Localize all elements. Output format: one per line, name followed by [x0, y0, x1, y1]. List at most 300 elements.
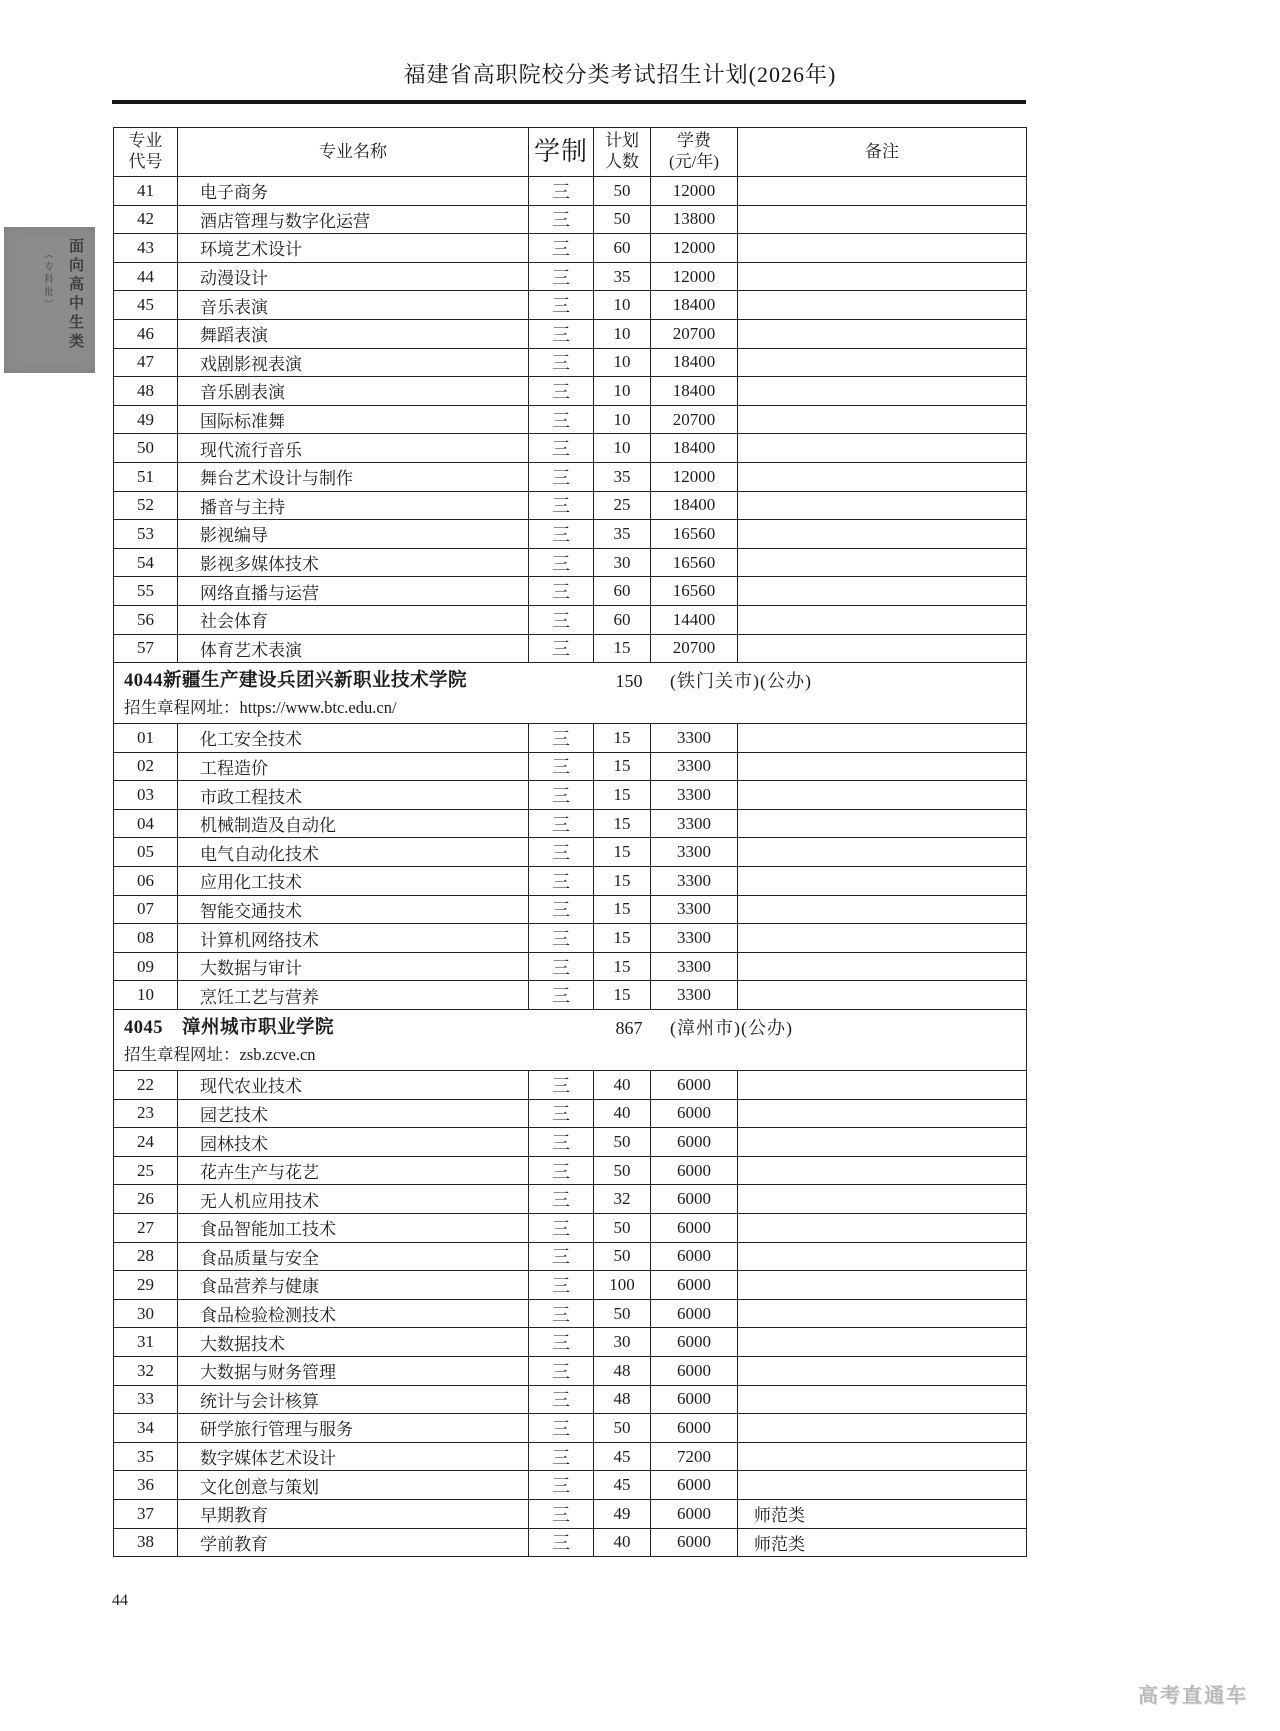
- tuition-cell: 18400: [651, 348, 738, 377]
- study-years-cell: 三: [529, 1414, 594, 1443]
- study-years-cell: 三: [529, 1214, 594, 1243]
- major-name-cell: 电子商务: [178, 177, 529, 206]
- study-years-cell: 三: [529, 462, 594, 491]
- major-code-cell: 46: [114, 319, 178, 348]
- table-row: [114, 1271, 1027, 1300]
- plan-count-cell: 15: [594, 867, 651, 896]
- major-name-cell: 智能交通技术: [178, 895, 529, 924]
- study-years-cell: 三: [529, 348, 594, 377]
- study-years-cell: 三: [529, 520, 594, 549]
- table-row: [114, 1099, 1027, 1128]
- major-code-cell: 08: [114, 924, 178, 953]
- major-name-cell: 市政工程技术: [178, 781, 529, 810]
- table-row: [114, 462, 1027, 491]
- remark-cell: [738, 377, 1027, 406]
- major-code-cell: 52: [114, 491, 178, 520]
- remark-cell: [738, 752, 1027, 781]
- major-name-cell: 国际标准舞: [178, 405, 529, 434]
- major-code-cell: 25: [114, 1156, 178, 1185]
- major-code-cell: 53: [114, 520, 178, 549]
- major-code-cell: 10: [114, 981, 178, 1010]
- tuition-cell: 18400: [651, 377, 738, 406]
- tuition-cell: 6000: [651, 1356, 738, 1385]
- major-code-cell: 45: [114, 291, 178, 320]
- study-years-cell: 三: [529, 1071, 594, 1100]
- study-years-cell: 三: [529, 838, 594, 867]
- side-tab-sublabel: （专科批）: [42, 249, 52, 312]
- tuition-cell: 20700: [651, 634, 738, 663]
- tuition-cell: 3300: [651, 924, 738, 953]
- tuition-cell: 6000: [651, 1099, 738, 1128]
- study-years-cell: 三: [529, 952, 594, 981]
- remark-cell: [738, 1299, 1027, 1328]
- plan-count-cell: 10: [594, 434, 651, 463]
- remark-cell: [738, 1414, 1027, 1443]
- plan-count-cell: 30: [594, 1328, 651, 1357]
- tuition-cell: 3300: [651, 867, 738, 896]
- tuition-cell: 12000: [651, 262, 738, 291]
- major-name-cell: 音乐表演: [178, 291, 529, 320]
- table-body: [114, 177, 1027, 1557]
- table-row: [114, 234, 1027, 263]
- table-row: [114, 434, 1027, 463]
- plan-count-cell: 10: [594, 405, 651, 434]
- table-row: [114, 809, 1027, 838]
- tuition-cell: 3300: [651, 809, 738, 838]
- study-years-cell: 三: [529, 1385, 594, 1414]
- remark-cell: [738, 1156, 1027, 1185]
- major-code-cell: 32: [114, 1356, 178, 1385]
- table-header-row: [114, 128, 1027, 177]
- tuition-cell: 12000: [651, 234, 738, 263]
- plan-count-cell: 40: [594, 1071, 651, 1100]
- major-name-cell: 大数据技术: [178, 1328, 529, 1357]
- major-code-cell: 01: [114, 724, 178, 753]
- major-name-cell: 现代农业技术: [178, 1071, 529, 1100]
- study-years-cell: 三: [529, 577, 594, 606]
- major-name-cell: 研学旅行管理与服务: [178, 1414, 529, 1443]
- plan-count-cell: 15: [594, 981, 651, 1010]
- remark-cell: [738, 781, 1027, 810]
- plan-count-cell: 50: [594, 1242, 651, 1271]
- remark-cell: [738, 205, 1027, 234]
- study-years-cell: 三: [529, 1271, 594, 1300]
- major-code-cell: 22: [114, 1071, 178, 1100]
- table-row: [114, 1242, 1027, 1271]
- table-row: [114, 1299, 1027, 1328]
- school-name: 4045 漳州城市职业学院: [124, 1018, 335, 1039]
- major-name-cell: 学前教育: [178, 1528, 529, 1557]
- plan-count-cell: 60: [594, 577, 651, 606]
- plan-count-cell: 15: [594, 895, 651, 924]
- tuition-cell: 12000: [651, 462, 738, 491]
- tuition-cell: 12000: [651, 177, 738, 206]
- remark-cell: [738, 809, 1027, 838]
- major-name-cell: 现代流行音乐: [178, 434, 529, 463]
- tuition-cell: 18400: [651, 291, 738, 320]
- tuition-cell: 7200: [651, 1442, 738, 1471]
- remark-cell: [738, 924, 1027, 953]
- major-name-cell: 工程造价: [178, 752, 529, 781]
- major-name-cell: 园林技术: [178, 1128, 529, 1157]
- study-years-cell: 三: [529, 262, 594, 291]
- table-row: [114, 377, 1027, 406]
- study-years-cell: 三: [529, 177, 594, 206]
- remark-cell: [738, 1471, 1027, 1500]
- remark-cell: [738, 1099, 1027, 1128]
- table-row: [114, 1156, 1027, 1185]
- major-code-cell: 06: [114, 867, 178, 896]
- plan-count-cell: 50: [594, 1128, 651, 1157]
- major-code-cell: 38: [114, 1528, 178, 1557]
- tuition-cell: 3300: [651, 838, 738, 867]
- school-url[interactable]: https://www.btc.edu.cn/: [239, 698, 397, 718]
- major-name-cell: 播音与主持: [178, 491, 529, 520]
- plan-count-cell: 10: [594, 377, 651, 406]
- major-name-cell: 食品智能加工技术: [178, 1214, 529, 1243]
- table-row: [114, 262, 1027, 291]
- plan-count-cell: 50: [594, 1299, 651, 1328]
- tuition-cell: 6000: [651, 1214, 738, 1243]
- tuition-cell: 3300: [651, 752, 738, 781]
- tuition-cell: 6000: [651, 1128, 738, 1157]
- table-row: [114, 1385, 1027, 1414]
- plan-count-cell: 50: [594, 1414, 651, 1443]
- major-code-cell: 28: [114, 1242, 178, 1271]
- remark-cell: [738, 491, 1027, 520]
- plan-count-cell: 30: [594, 548, 651, 577]
- table-row: [114, 1528, 1027, 1557]
- major-name-cell: 机械制造及自动化: [178, 809, 529, 838]
- major-name-cell: 社会体育: [178, 605, 529, 634]
- plan-count-cell: 60: [594, 234, 651, 263]
- plan-count-cell: 35: [594, 262, 651, 291]
- plan-count-cell: 100: [594, 1271, 651, 1300]
- plan-count-cell: 15: [594, 781, 651, 810]
- remark-cell: [738, 952, 1027, 981]
- major-name-cell: 环境艺术设计: [178, 234, 529, 263]
- plan-count-cell: 50: [594, 1214, 651, 1243]
- major-code-cell: 27: [114, 1214, 178, 1243]
- major-name-cell: 化工安全技术: [178, 724, 529, 753]
- tuition-cell: 16560: [651, 577, 738, 606]
- major-name-cell: 早期教育: [178, 1499, 529, 1528]
- tuition-cell: 6000: [651, 1528, 738, 1557]
- page-title: 福建省高职院校分类考试招生计划(2026年): [403, 62, 837, 87]
- study-years-cell: 三: [529, 781, 594, 810]
- study-years-cell: 三: [529, 377, 594, 406]
- table-row: [114, 724, 1027, 753]
- major-name-cell: 体育艺术表演: [178, 634, 529, 663]
- plan-count-cell: 15: [594, 838, 651, 867]
- remark-cell: [738, 1242, 1027, 1271]
- major-name-cell: 影视多媒体技术: [178, 548, 529, 577]
- table-row: [114, 924, 1027, 953]
- plan-count-cell: 50: [594, 1156, 651, 1185]
- tuition-cell: 3300: [651, 781, 738, 810]
- school-url-label: 招生章程网址：: [124, 1045, 240, 1065]
- school-location: (漳州市)(公办): [670, 1018, 793, 1039]
- title-rule: [112, 100, 1026, 104]
- tuition-cell: 6000: [651, 1185, 738, 1214]
- plan-count-cell: 35: [594, 462, 651, 491]
- table-row: [114, 1442, 1027, 1471]
- study-years-cell: 三: [529, 234, 594, 263]
- school-section-header: [114, 1010, 1027, 1071]
- study-years-cell: 三: [529, 319, 594, 348]
- study-years-cell: 三: [529, 752, 594, 781]
- page-number: 44: [112, 1592, 128, 1609]
- major-name-cell: 食品检验检测技术: [178, 1299, 529, 1328]
- major-code-cell: 48: [114, 377, 178, 406]
- study-years-cell: 三: [529, 1099, 594, 1128]
- major-name-cell: 统计与会计核算: [178, 1385, 529, 1414]
- header-study-years: 学制: [529, 128, 594, 177]
- major-name-cell: 数字媒体艺术设计: [178, 1442, 529, 1471]
- side-tab: [4, 227, 95, 373]
- major-code-cell: 50: [114, 434, 178, 463]
- table-row: [114, 1356, 1027, 1385]
- tuition-cell: 16560: [651, 548, 738, 577]
- tuition-cell: 6000: [651, 1271, 738, 1300]
- study-years-cell: 三: [529, 895, 594, 924]
- remark-cell: [738, 838, 1027, 867]
- remark-cell: [738, 724, 1027, 753]
- major-code-cell: 51: [114, 462, 178, 491]
- remark-cell: [738, 1328, 1027, 1357]
- remark-cell: [738, 262, 1027, 291]
- header-tuition: 学费 (元/年): [651, 128, 738, 177]
- plan-count-cell: 40: [594, 1528, 651, 1557]
- remark-cell: [738, 1185, 1027, 1214]
- plan-count-cell: 25: [594, 491, 651, 520]
- tuition-cell: 18400: [651, 491, 738, 520]
- major-name-cell: 花卉生产与花艺: [178, 1156, 529, 1185]
- study-years-cell: 三: [529, 1156, 594, 1185]
- major-name-cell: 动漫设计: [178, 262, 529, 291]
- major-name-cell: 文化创意与策划: [178, 1471, 529, 1500]
- major-code-cell: 41: [114, 177, 178, 206]
- remark-cell: [738, 1214, 1027, 1243]
- major-name-cell: 大数据与审计: [178, 952, 529, 981]
- major-code-cell: 49: [114, 405, 178, 434]
- table-row: [114, 1185, 1027, 1214]
- header-plan-count: 计划 人数: [594, 128, 651, 177]
- header-major-name: 专业名称: [178, 128, 529, 177]
- table-row: [114, 548, 1027, 577]
- table-row: [114, 577, 1027, 606]
- table-row: [114, 520, 1027, 549]
- tuition-cell: 3300: [651, 952, 738, 981]
- study-years-cell: 三: [529, 981, 594, 1010]
- plan-count-cell: 48: [594, 1385, 651, 1414]
- table-row: [114, 1499, 1027, 1528]
- tuition-cell: 6000: [651, 1328, 738, 1357]
- table-row: [114, 1071, 1027, 1100]
- major-code-cell: 42: [114, 205, 178, 234]
- table-row: [114, 177, 1027, 206]
- watermark: 高考直通车: [1138, 1685, 1248, 1707]
- major-code-cell: 26: [114, 1185, 178, 1214]
- school-section-header: [114, 663, 1027, 724]
- tuition-cell: 6000: [651, 1385, 738, 1414]
- major-code-cell: 23: [114, 1099, 178, 1128]
- major-name-cell: 大数据与财务管理: [178, 1356, 529, 1385]
- plan-count-cell: 15: [594, 924, 651, 953]
- remark-cell: [738, 177, 1027, 206]
- tuition-cell: 3300: [651, 895, 738, 924]
- table-row: [114, 1471, 1027, 1500]
- remark-cell: [738, 867, 1027, 896]
- major-code-cell: 29: [114, 1271, 178, 1300]
- major-name-cell: 舞台艺术设计与制作: [178, 462, 529, 491]
- major-code-cell: 44: [114, 262, 178, 291]
- school-plan-total: 150: [615, 671, 643, 692]
- major-name-cell: 园艺技术: [178, 1099, 529, 1128]
- major-name-cell: 舞蹈表演: [178, 319, 529, 348]
- plan-count-cell: 35: [594, 520, 651, 549]
- side-tab-label: 面向高中生类: [67, 238, 83, 352]
- school-url[interactable]: zsb.zcve.cn: [239, 1045, 316, 1065]
- major-code-cell: 35: [114, 1442, 178, 1471]
- tuition-cell: 20700: [651, 319, 738, 348]
- major-code-cell: 34: [114, 1414, 178, 1443]
- remark-cell: [738, 234, 1027, 263]
- tuition-cell: 6000: [651, 1242, 738, 1271]
- remark-cell: [738, 1442, 1027, 1471]
- table-row: [114, 781, 1027, 810]
- study-years-cell: 三: [529, 491, 594, 520]
- tuition-cell: 13800: [651, 205, 738, 234]
- major-code-cell: 57: [114, 634, 178, 663]
- study-years-cell: 三: [529, 1442, 594, 1471]
- major-code-cell: 09: [114, 952, 178, 981]
- major-name-cell: 食品营养与健康: [178, 1271, 529, 1300]
- study-years-cell: 三: [529, 809, 594, 838]
- plan-count-cell: 10: [594, 348, 651, 377]
- remark-cell: [738, 348, 1027, 377]
- plan-count-cell: 48: [594, 1356, 651, 1385]
- header-major-code: 专业 代号: [114, 128, 178, 177]
- remark-cell: [738, 981, 1027, 1010]
- study-years-cell: 三: [529, 205, 594, 234]
- header-remark: 备注: [738, 128, 1027, 177]
- major-code-cell: 56: [114, 605, 178, 634]
- study-years-cell: 三: [529, 405, 594, 434]
- plan-count-cell: 60: [594, 605, 651, 634]
- remark-cell: 师范类: [738, 1528, 1027, 1557]
- study-years-cell: 三: [529, 867, 594, 896]
- tuition-cell: 14400: [651, 605, 738, 634]
- major-name-cell: 戏剧影视表演: [178, 348, 529, 377]
- tuition-cell: 3300: [651, 724, 738, 753]
- table-row: [114, 952, 1027, 981]
- study-years-cell: 三: [529, 548, 594, 577]
- major-code-cell: 37: [114, 1499, 178, 1528]
- table-row: [114, 1128, 1027, 1157]
- major-code-cell: 36: [114, 1471, 178, 1500]
- study-years-cell: 三: [529, 1328, 594, 1357]
- remark-cell: [738, 1071, 1027, 1100]
- plan-count-cell: 45: [594, 1471, 651, 1500]
- table-row: [114, 291, 1027, 320]
- remark-cell: [738, 895, 1027, 924]
- study-years-cell: 三: [529, 1242, 594, 1271]
- major-name-cell: 酒店管理与数字化运营: [178, 205, 529, 234]
- plan-count-cell: 49: [594, 1499, 651, 1528]
- study-years-cell: 三: [529, 291, 594, 320]
- table-row: [114, 605, 1027, 634]
- remark-cell: [738, 520, 1027, 549]
- tuition-cell: 16560: [651, 520, 738, 549]
- study-years-cell: 三: [529, 434, 594, 463]
- study-years-cell: 三: [529, 1471, 594, 1500]
- major-code-cell: 02: [114, 752, 178, 781]
- tuition-cell: 18400: [651, 434, 738, 463]
- school-plan-total: 867: [615, 1018, 643, 1039]
- major-code-cell: 47: [114, 348, 178, 377]
- major-code-cell: 54: [114, 548, 178, 577]
- remark-cell: [738, 462, 1027, 491]
- remark-cell: [738, 634, 1027, 663]
- study-years-cell: 三: [529, 605, 594, 634]
- major-name-cell: 食品质量与安全: [178, 1242, 529, 1271]
- major-name-cell: 无人机应用技术: [178, 1185, 529, 1214]
- enrollment-table: [113, 127, 1027, 1557]
- major-name-cell: 音乐剧表演: [178, 377, 529, 406]
- tuition-cell: 6000: [651, 1471, 738, 1500]
- table-row: [114, 752, 1027, 781]
- remark-cell: [738, 577, 1027, 606]
- tuition-cell: 6000: [651, 1299, 738, 1328]
- study-years-cell: 三: [529, 634, 594, 663]
- plan-count-cell: 15: [594, 724, 651, 753]
- table-row: [114, 405, 1027, 434]
- plan-count-cell: 15: [594, 952, 651, 981]
- tuition-cell: 3300: [651, 981, 738, 1010]
- study-years-cell: 三: [529, 1128, 594, 1157]
- table-row: [114, 867, 1027, 896]
- study-years-cell: 三: [529, 924, 594, 953]
- major-code-cell: 07: [114, 895, 178, 924]
- remark-cell: [738, 1356, 1027, 1385]
- major-code-cell: 04: [114, 809, 178, 838]
- plan-count-cell: 40: [594, 1099, 651, 1128]
- major-code-cell: 03: [114, 781, 178, 810]
- plan-count-cell: 10: [594, 291, 651, 320]
- study-years-cell: 三: [529, 1356, 594, 1385]
- table-row: [114, 838, 1027, 867]
- tuition-cell: 20700: [651, 405, 738, 434]
- remark-cell: [738, 1271, 1027, 1300]
- tuition-cell: 6000: [651, 1071, 738, 1100]
- major-code-cell: 55: [114, 577, 178, 606]
- table-row: [114, 348, 1027, 377]
- major-code-cell: 31: [114, 1328, 178, 1357]
- remark-cell: [738, 405, 1027, 434]
- tuition-cell: 6000: [651, 1414, 738, 1443]
- school-location: (铁门关市)(公办): [670, 671, 812, 692]
- plan-count-cell: 15: [594, 809, 651, 838]
- study-years-cell: 三: [529, 1185, 594, 1214]
- plan-count-cell: 15: [594, 752, 651, 781]
- school-url-label: 招生章程网址：: [124, 698, 240, 718]
- study-years-cell: 三: [529, 724, 594, 753]
- major-code-cell: 30: [114, 1299, 178, 1328]
- plan-count-cell: 45: [594, 1442, 651, 1471]
- table-row: [114, 981, 1027, 1010]
- major-name-cell: 应用化工技术: [178, 867, 529, 896]
